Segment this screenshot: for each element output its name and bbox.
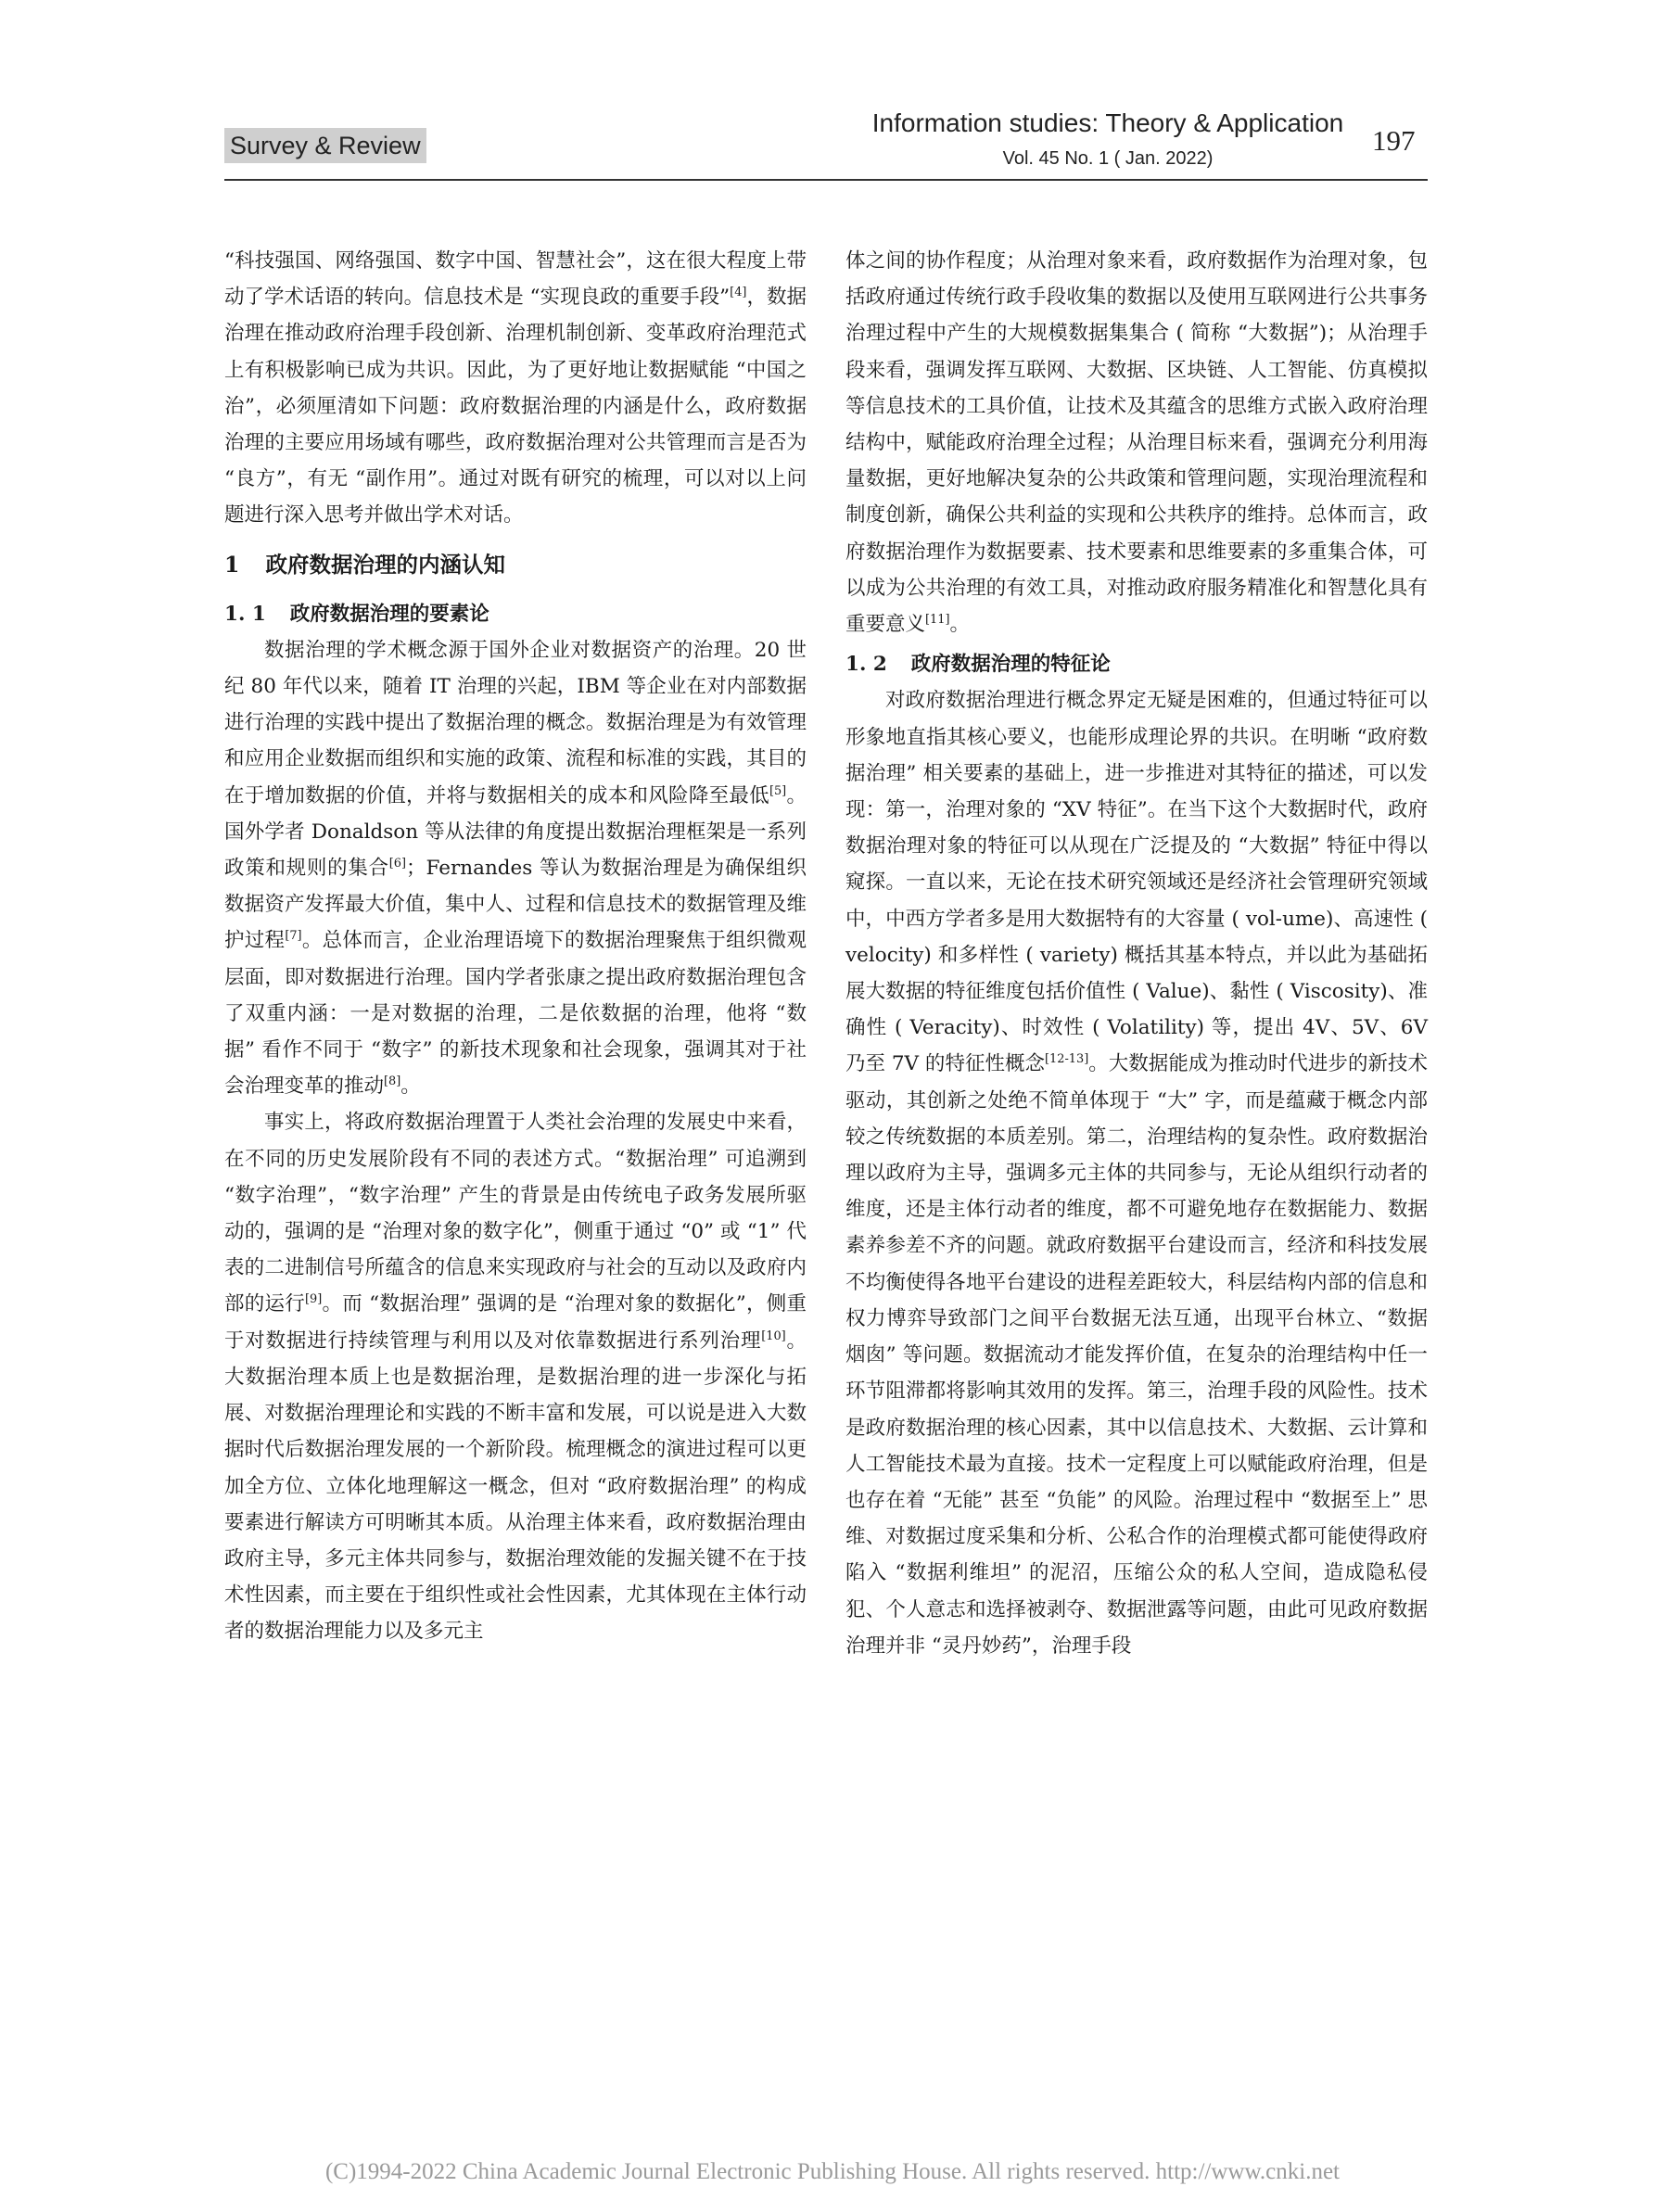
paragraph: 体之间的协作程度；从治理对象来看，政府数据作为治理对象，包括政府通过传统行政手段收集的数据以及使用互联网进行公共事务治理过程中产生的大规模数据集集合 ( 简称 “大数据”)；从治理手段来看，强调发挥互联网、大数据、区块链、人工智能、仿真模拟等信息技术的工具价值，让技术及其蕴含的思维方式嵌入政府治理结构中，赋能政府治理全过程；从治理目标来看，强调充分利用海量数据，更好地解决复杂的公共政策和管理问题，实现治理流程和制度创新，确保公共利益的实现和公共秩序的维持。总体而言，政府数据治理作为数据要素、技术要素和思维要素的多重集合体，可以成为公共治理的有效工具，对推动政府服务精准化和智慧化具有重要意义[11]。	[845, 249, 1428, 637]
footer-copyright: (C)1994-2022 China Academic Journal Electronic Publishing House. All rights reserved. http://www.cnki.net	[324, 2159, 1341, 2184]
journal-volume-issue: Vol. 45 No. 1 ( Jan. 2022)	[1002, 148, 1214, 169]
paragraph: “科技强国、网络强国、数字中国、智慧社会”，这在很大程度上带动了学术话语的转向。信息技术是 “实现良政的重要手段”[4]，数据治理在推动政府治理手段创新、治理机制创新、变革政府治理范式上有积极影响已成为共识。因此，为了更好地让数据赋能 “中国之治”，必须厘清如下问题：政府数据治理的内涵是什么，政府数据治理的主要应用场域有哪些，政府数据治理对公共管理而言是否为 “良方”，有无 “副作用”。通过对既有研究的梳理，可以对以上问题进行深入思考并做出学术对话。	[224, 249, 807, 528]
section-title: 政府数据治理的内涵认知	[265, 551, 506, 578]
citation: [5]	[769, 783, 787, 798]
citation: [6]	[388, 856, 407, 871]
page-number: 197	[1372, 124, 1416, 157]
subsection-heading	[224, 596, 807, 632]
subsection-heading	[845, 646, 1428, 682]
citation: [8]	[384, 1074, 401, 1089]
paragraph: 数据治理的学术概念源于国外企业对数据资产的治理。20 世纪 80 年代以来，随着 IT 治理的兴起，IBM 等企业在对内部数据进行治理的实践中提出了数据治理的概念。数据治理是为有效管理和应用企业数据而组织和实施的政策、流程和标准的实践，其目的在于增加数据的价值，并将与数据相关的成本和风险降至最低[5]。国外学者 Donaldson 等从法律的角度提出数据治理框架是一系列政策和规则的集合[6]；Fernandes 等认为数据治理是为确保组织数据资产发挥最大价值，集中人、过程和信息技术的数据管理及维护过程[7]。总体而言，企业治理语境下的数据治理聚焦于组织微观层面，即对数据进行治理。国内学者张康之提出政府数据治理包含了双重内涵：一是对数据的治理，二是依数据的治理，他将 “数据” 看作不同于 “数字” 的新技术现象和社会现象，强调其对于社会治理变革的推动[8]。	[224, 638, 807, 1099]
citation: [7]	[285, 929, 302, 944]
citation: [12-13]	[1045, 1052, 1089, 1067]
journal-name: Information studies: Theory & Application	[871, 108, 1344, 137]
right-column	[845, 243, 1428, 1664]
subsection-number: 1. 2	[845, 653, 887, 677]
section-heading	[224, 546, 807, 583]
subsection-title: 政府数据治理的特征论	[910, 653, 1111, 677]
section-label: Survey & Review	[224, 128, 426, 163]
left-column	[224, 243, 807, 1650]
citation: [11]	[925, 612, 950, 627]
paragraph: 事实上，将政府数据治理置于人类社会治理的发展史中来看，在不同的历史发展阶段有不同的表述方式。“数据治理” 可追溯到 “数字治理”，“数字治理” 产生的背景是由传统电子政务发展所驱动的，强调的是 “治理对象的数字化”，侧重于通过 “0” 或 “1” 代表的二进制信号所蕴含的信息来实现政府与社会的互动以及政府内部的运行[9]。而 “数据治理” 强调的是 “治理对象的数据化”，侧重于对数据进行持续管理与利用以及对依靠数据进行系列治理[10]。大数据治理本质上也是数据治理，是数据治理的进一步深化与拓展、对数据治理理论和实践的不断丰富和发展，可以说是进入大数据时代后数据治理发展的一个新阶段。梳理概念的演进过程可以更加全方位、立体化地理解这一概念，但对 “政府数据治理” 的构成要素进行解读方可明晰其本质。从治理主体来看，政府数据治理由政府主导，多元主体共同参与，数据治理效能的发掘关键不在于技术性因素，而主要在于组织性或社会性因素，尤其体现在主体行动者的数据治理能力以及多元主	[224, 1111, 807, 1644]
section-number: 1	[224, 551, 240, 578]
citation: [9]	[305, 1292, 323, 1307]
citation: [10]	[761, 1328, 786, 1343]
citation: [4]	[730, 286, 747, 300]
subsection-title: 政府数据治理的要素论	[289, 602, 489, 626]
paragraph: 对政府数据治理进行概念界定无疑是困难的，但通过特征可以形象地直指其核心要义，也能形成理论界的共识。在明晰 “政府数据治理” 相关要素的基础上，进一步推进对其特征的描述，可以发现：第一，治理对象的 “XV 特征”。在当下这个大数据时代，政府数据治理对象的特征可以从现在广泛提及的 “大数据” 特征中得以窥探。一直以来，无论在技术研究领域还是经济社会管理研究领域中，中西方学者多是用大数据特有的大容量 ( vol-ume)、高速性 ( velocity) 和多样性 ( variety) 概括其基本特点，并以此为基础拓展大数据的特征维度包括价值性 ( Value)、黏性 ( Viscosity)、准确性 ( Veracity)、时效性 ( Volatility) 等，提出 4V、5V、6V 乃至 7V 的特征性概念[12-13]。大数据能成为推动时代进步的新技术驱动，其创新之处绝不简单体现于 “大” 字，而是蕴藏于概念内部较之传统数据的本质差别。第二，治理结构的复杂性。政府数据治理以政府为主导，强调多元主体的共同参与，无论从组织行动者的维度，还是主体行动者的维度，都不可避免地存在数据能力、数据素养参差不齐的问题。就政府数据平台建设而言，经济和科技发展不均衡使得各地平台建设的进程差距较大，科层结构内部的信息和权力博弈导致部门之间平台数据无法互通，出现平台林立、“数据烟囱” 等问题。数据流动才能发挥价值，在复杂的治理结构中任一环节阻滞都将影响其效用的发挥。第三，治理手段的风险性。技术是政府数据治理的核心因素，其中以信息技术、大数据、云计算和人工智能技术最为直接。技术一定程度上可以赋能政府治理，但是也存在着 “无能” 甚至 “负能” 的风险。治理过程中 “数据至上” 思维、对数据过度采集和分析、公私合作的治理模式都可能使得政府陷入 “数据利维坦” 的泥沼，压缩公众的私人空间，造成隐私侵犯、个人意志和选择被剥夺、数据泄露等问题，由此可见政府数据治理并非 “灵丹妙药”，治理手段	[845, 689, 1428, 1658]
header-rule	[224, 179, 1428, 181]
subsection-number: 1. 1	[224, 602, 266, 626]
